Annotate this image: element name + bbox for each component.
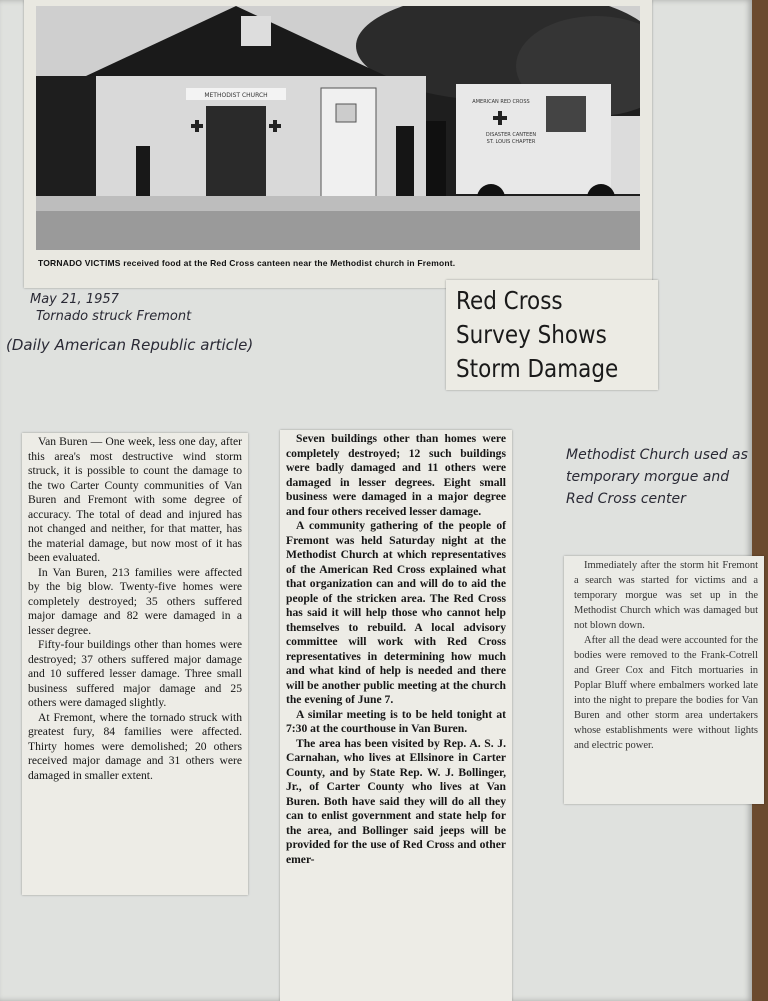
headline (456, 284, 628, 386)
article-paragraph: Seven buildings other than homes were completely destroyed; 12 such buildings were badly damaged and 11 others were damaged in lesser degrees. Eight small business were damaged in a major degree and four others received lesser damage. (286, 432, 506, 518)
article-paragraph: A similar meeting is to be held tonight at 7:30 at the courthouse in Van Buren. (286, 707, 506, 735)
article-paragraph: The area has been visited by Rep. A. S. J. Carnahan, who lives at Ellsinore in Carter County, and by State Rep. W. J. Bollinger, Jr., of Carter County who lives at Van Buren. Both have said they will do all they can to enlist government and state help for the area, and Bollinger said jeeps will be provided for the use of Red Cross and other emer- (286, 736, 506, 866)
article-paragraph: At Fremont, where the tornado struck with greatest fury, 84 families were affected. Thirty homes were demolished; 20 others received major damage and 31 others were damaged in smaller extent. (28, 710, 242, 782)
truck-sign-line-3: ST. LOUIS CHAPTER (486, 139, 536, 145)
handwritten-church-note: Methodist Church used as temporary morgue and Red Cross center (566, 447, 748, 507)
article-paragraph: Fifty-four buildings other than homes were destroyed; 37 others suffered major damage and 10 suffered lesser damage. Three small business suffered major damage and 25 others were damaged slightly. (28, 638, 242, 709)
photo-clipping (24, 0, 652, 288)
article-paragraph: Van Buren — One week, less one day, after this area's most destructive wind storm struck, it is possible to count the damage to the two Carter County communities of Van Buren and Fremont with some degree of accuracy. The total of dead and injured has not changed and neither, for that matter, has the material damage, but now most of it has been evaluated. (28, 435, 242, 564)
article-column-1 (22, 433, 248, 895)
handwritten-event: Tornado struck Fremont (36, 309, 192, 324)
article-paragraph: In Van Buren, 213 families were affected by the big blow. Twenty-five homes were completely destroyed; 35 others suffered major damage and 82 were damaged in a lesser degree. (28, 565, 242, 637)
article-column-2 (280, 430, 512, 1001)
article-paragraph: A community gathering of the people of Fremont was held Saturday night at the Methodist Church at which representatives of the American Red Cross explained what that organization can and will do to aid the people of the stricken area. The Red Cross has said it will help those who cannot help themselves to rebuild. A local advisory committee will work with Red Cross representatives in determining how much and what kind of help is needed and there will be another public meeting at the church the evening of June 7. (286, 519, 506, 706)
photo-caption: TORNADO VICTIMS received food at the Red Cross canteen near the Methodist church in Fremont. (38, 258, 456, 268)
headline-line-2: Survey Shows (456, 320, 607, 349)
newspaper-photo (36, 6, 640, 250)
article-column-3 (564, 556, 764, 804)
truck-sign-line-1: AMERICAN RED CROSS (472, 99, 530, 105)
headline-clipping (446, 280, 658, 390)
headline-line-3: Storm Damage (456, 354, 619, 383)
church-sign-text: METHODIST CHURCH (204, 92, 268, 99)
canteen-photo-illustration (36, 6, 640, 250)
headline-line-1: Red Cross (456, 286, 563, 315)
handwritten-date: May 21, 1957 (30, 292, 119, 307)
truck-sign-line-2: DISASTER CANTEEN (485, 132, 537, 138)
handwritten-source: (Daily American Republic article) (6, 336, 254, 354)
article-paragraph: After all the dead were accounted for the bodies were removed to the Frank-Cotrell and Greer Cox and Fitch mortuaries in Poplar Bluff where embalmers worked late into the night to prepare the bodies for Van Buren and other storm area undertakers whose establishments were without lights and electric power. (574, 635, 758, 751)
article-paragraph: Immediately after the storm hit Fremont a search was started for victims and a temporary morgue was set up in the Methodist Church which was damaged but not blown down. (574, 560, 758, 631)
